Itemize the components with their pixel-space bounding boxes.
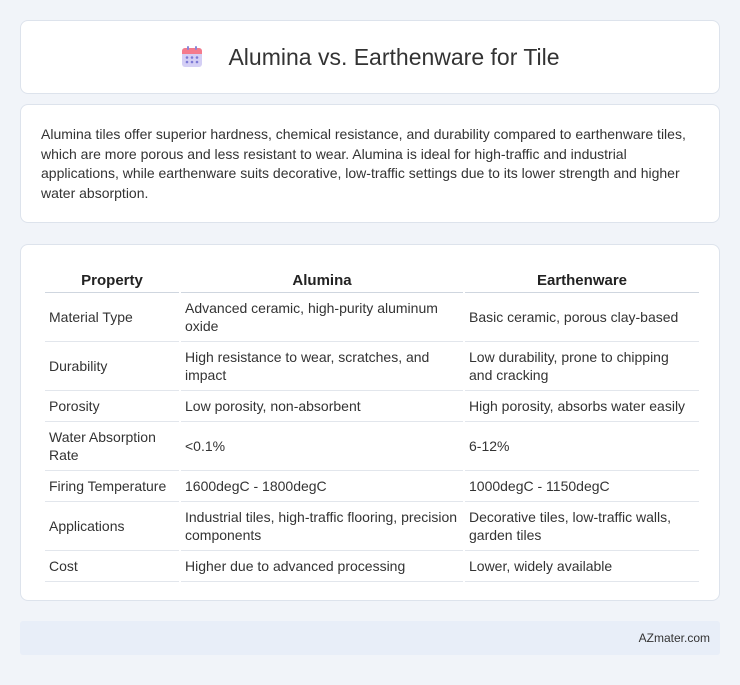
table-row [45, 502, 699, 551]
title-card [20, 20, 720, 94]
alumina-cell: 1600degC - 1800degC [181, 471, 463, 502]
earthenware-cell: Low durability, prone to chipping and cracking [465, 342, 699, 391]
alumina-cell: <0.1% [181, 422, 463, 471]
property-cell: Cost [45, 551, 179, 582]
property-cell: Durability [45, 342, 179, 391]
table-row [45, 293, 699, 342]
earthenware-cell: 6-12% [465, 422, 699, 471]
property-cell: Firing Temperature [45, 471, 179, 502]
footer-brand: AZmater.com [638, 631, 710, 645]
property-cell: Water Absorption Rate [45, 422, 179, 471]
column-header-earthenware: Earthenware [465, 264, 699, 293]
table-row [45, 391, 699, 422]
comparison-table-card [20, 244, 720, 601]
page-title: Alumina vs. Earthenware for Tile [228, 43, 560, 70]
column-header-alumina: Alumina [181, 264, 463, 293]
table-header-row [45, 264, 699, 293]
table-row [45, 422, 699, 471]
earthenware-cell: 1000degC - 1150degC [465, 471, 699, 502]
alumina-cell: Industrial tiles, high-traffic flooring, precision components [181, 502, 463, 551]
alumina-cell: Advanced ceramic, high-purity aluminum oxide [181, 293, 463, 342]
table-row [45, 471, 699, 502]
table-row [45, 342, 699, 391]
table-row [45, 551, 699, 582]
alumina-cell: Higher due to advanced processing [181, 551, 463, 582]
calendar-icon [180, 45, 204, 69]
property-cell: Material Type [45, 293, 179, 342]
property-cell: Applications [45, 502, 179, 551]
alumina-cell: Low porosity, non-absorbent [181, 391, 463, 422]
comparison-table [43, 264, 701, 582]
earthenware-cell: High porosity, absorbs water easily [465, 391, 699, 422]
summary-text: Alumina tiles offer superior hardness, chemical resistance, and durability compared to earthenware tiles, which are more porous and less resistant to wear. Alumina is ideal for high-traffic and industrial applications, while earthenware suits decorative, low-traffic settings due to its lower strength and higher water absorption. [41, 126, 686, 201]
footer [20, 621, 720, 655]
alumina-cell: High resistance to wear, scratches, and impact [181, 342, 463, 391]
earthenware-cell: Basic ceramic, porous clay-based [465, 293, 699, 342]
property-cell: Porosity [45, 391, 179, 422]
earthenware-cell: Lower, widely available [465, 551, 699, 582]
summary-card [20, 104, 720, 223]
earthenware-cell: Decorative tiles, low-traffic walls, garden tiles [465, 502, 699, 551]
column-header-property: Property [45, 264, 179, 293]
